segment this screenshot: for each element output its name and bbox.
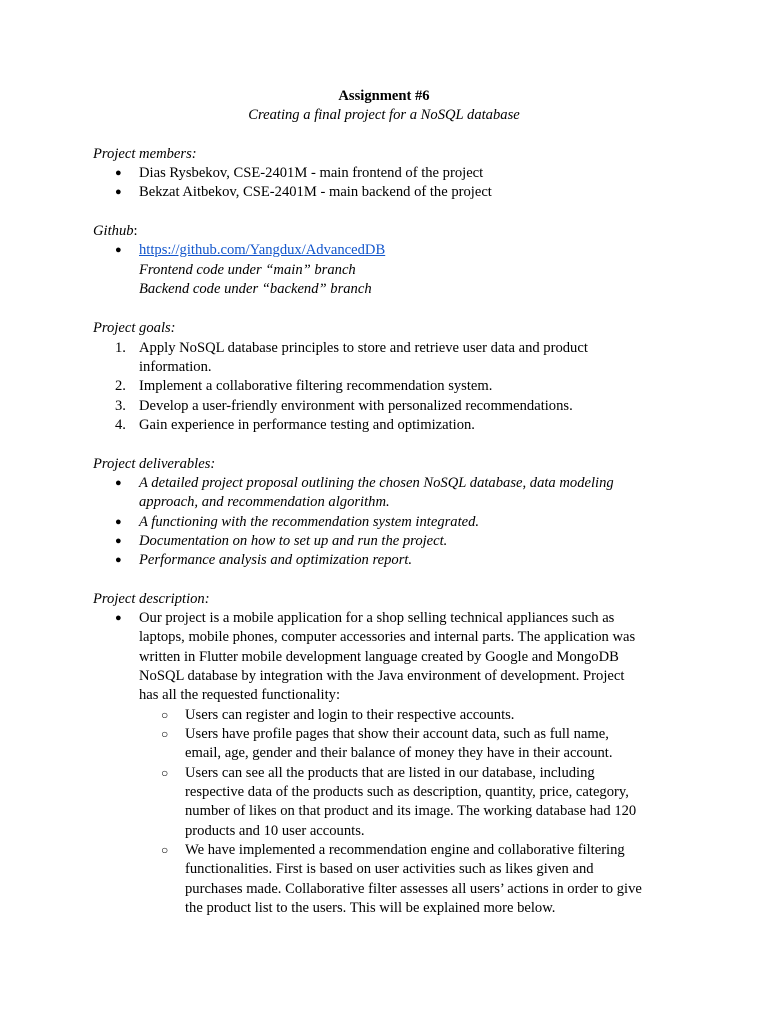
- deliverable-line: Documentation on how to set up and run the project.: [139, 533, 448, 549]
- feature-line: email, age, gender and their balance of money they have in their account.: [185, 745, 613, 761]
- feature-line: respective data of the products such as description, quantity, price, category,: [185, 784, 629, 800]
- goal-line: information.: [139, 359, 212, 375]
- feature-line: purchases made. Collaborative filter assesses all users’ actions in order to give: [185, 881, 642, 897]
- list-number: 2.: [115, 378, 126, 394]
- feature-line: Users have profile pages that show their account data, such as full name,: [185, 726, 609, 742]
- list-number: 1.: [115, 340, 126, 356]
- feature-line: Users can see all the products that are listed in our database, including: [185, 765, 595, 781]
- bullet-icon: ●: [115, 516, 122, 528]
- bullet-icon: ●: [115, 535, 122, 547]
- description-heading: Project description:: [93, 591, 210, 607]
- goals-heading: Project goals:: [93, 320, 176, 336]
- bullet-icon: ●: [115, 244, 122, 256]
- goal-line: Implement a collaborative filtering recommendation system.: [139, 378, 493, 394]
- feature-line: functionalities. First is based on user activities such as likes given and: [185, 861, 594, 877]
- member-item: Bekzat Aitbekov, CSE-2401M - main backend of the project: [139, 184, 492, 200]
- feature-line: products and 10 user accounts.: [185, 823, 365, 839]
- github-link[interactable]: https://github.com/Yangdux/AdvancedDB: [139, 242, 386, 258]
- deliverable-line: A functioning with the recommendation system integrated.: [139, 514, 480, 530]
- goal-line: Apply NoSQL database principles to store and retrieve user data and product: [139, 340, 588, 356]
- member-item: Dias Rysbekov, CSE-2401M - main frontend of the project: [139, 165, 484, 181]
- document-title: Assignment #6: [338, 88, 430, 104]
- circle-bullet-icon: ○: [161, 727, 169, 741]
- feature-line: We have implemented a recommendation engine and collaborative filtering: [185, 842, 625, 858]
- deliverable-line: Performance analysis and optimization report.: [139, 552, 413, 568]
- github-note-frontend: Frontend code under “main” branch: [139, 262, 356, 278]
- members-heading: Project members:: [93, 146, 197, 162]
- deliverable-line: A detailed project proposal outlining the chosen NoSQL database, data modeling: [139, 475, 614, 491]
- list-number: 3.: [115, 398, 126, 414]
- bullet-icon: ●: [115, 554, 122, 566]
- goal-line: Gain experience in performance testing and optimization.: [139, 417, 475, 433]
- github-colon: :: [133, 223, 138, 239]
- description-line: has all the requested functionality:: [139, 687, 341, 703]
- github-heading: Github: [93, 223, 134, 239]
- list-number: 4.: [115, 417, 126, 433]
- bullet-icon: ●: [115, 167, 122, 179]
- goal-line: Develop a user-friendly environment with personalized recommendations.: [139, 398, 573, 414]
- deliverable-line: approach, and recommendation algorithm.: [139, 494, 390, 510]
- circle-bullet-icon: ○: [161, 843, 169, 857]
- github-heading-line: [93, 221, 138, 241]
- deliverables-heading: Project deliverables:: [93, 456, 216, 472]
- github-note-backend: Backend code under “backend” branch: [139, 281, 372, 297]
- circle-bullet-icon: ○: [161, 708, 169, 722]
- description-line: laptops, mobile phones, computer accessories and internal parts. The application was: [139, 629, 636, 645]
- circle-bullet-icon: ○: [161, 766, 169, 780]
- document-subtitle: Creating a final project for a NoSQL database: [248, 107, 520, 123]
- description-line: NoSQL database by integration with the Java environment of development. Project: [139, 668, 625, 684]
- bullet-icon: ●: [115, 186, 122, 198]
- feature-line: Users can register and login to their respective accounts.: [185, 707, 515, 723]
- description-line: written in Flutter mobile development language created by Google and MongoDB: [139, 649, 619, 665]
- description-line: Our project is a mobile application for a shop selling technical appliances such as: [139, 610, 615, 626]
- bullet-icon: ●: [115, 477, 122, 489]
- feature-line: the product list to the users. This will be explained more below.: [185, 900, 556, 916]
- feature-line: number of likes on that product and its image. The working database had 120: [185, 803, 637, 819]
- bullet-icon: ●: [115, 612, 122, 624]
